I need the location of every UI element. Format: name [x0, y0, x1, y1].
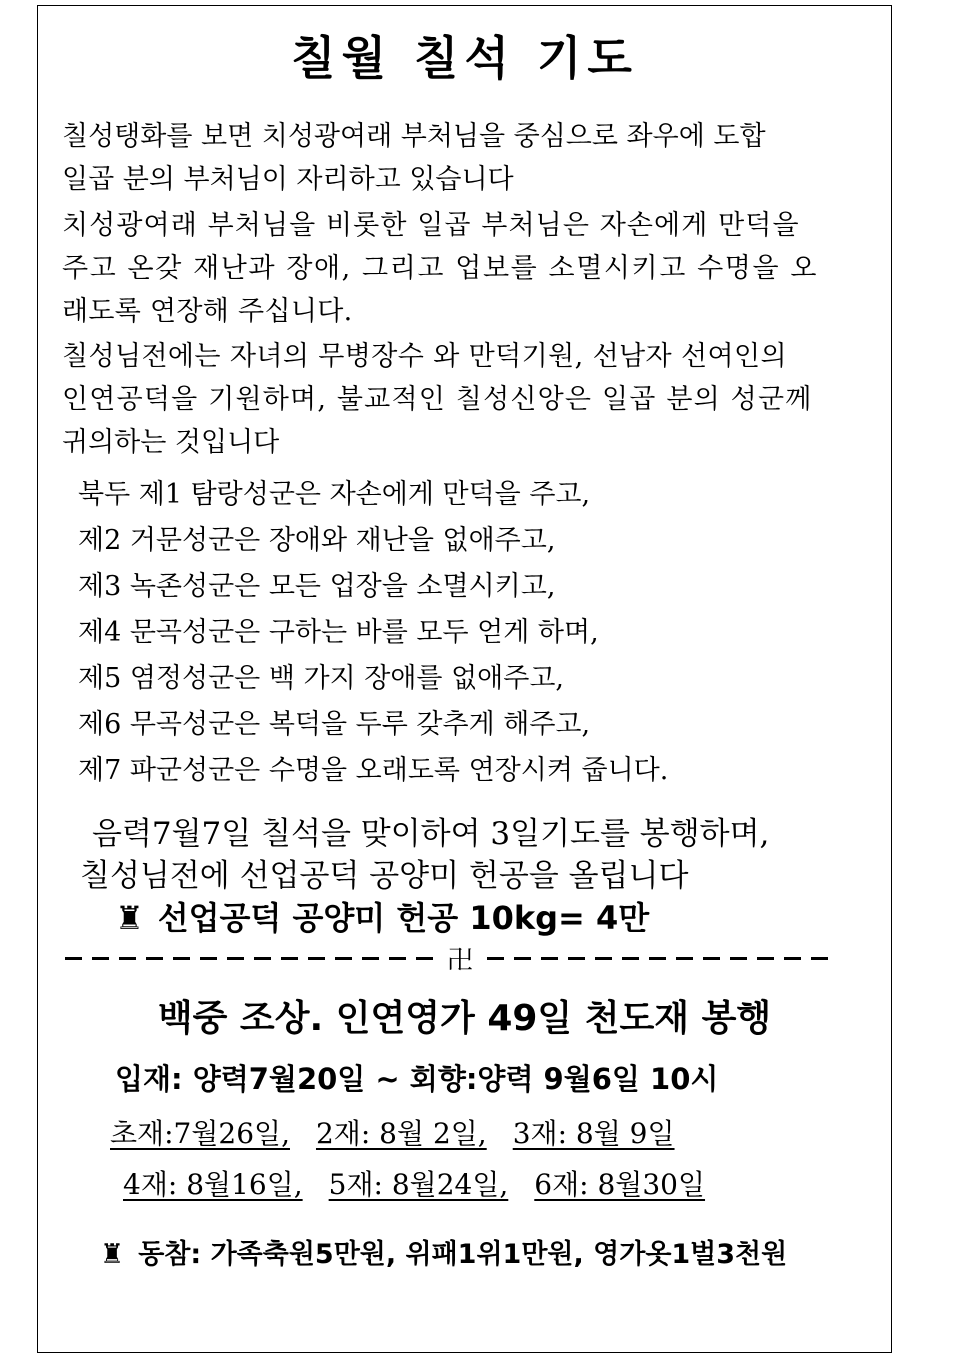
date-item: 3재: 8월 9일 — [512, 1117, 675, 1150]
star-item-7: 제7 파군성군은 수명을 오래도록 연장시켜 줍니다. — [78, 755, 669, 786]
divider-dashes-left — [65, 957, 433, 960]
date-item: 4재: 8월16일, — [123, 1168, 303, 1201]
text-line: 래도록 연장해 주십니다. — [62, 296, 353, 327]
star-item-6: 제6 무곡성군은 복덕을 두루 갖추게 해주고, — [78, 709, 591, 740]
intro-paragraph-1 — [62, 115, 872, 201]
date-item: 2재: 8월 2일, — [315, 1117, 487, 1150]
text-line: 칠성탱화를 보면 치성광여래 부처님을 중심으로 좌우에 도합 — [62, 121, 766, 152]
manja-icon: 卍 — [447, 945, 474, 976]
memorial-heading: 백중 조상. 인연영가 49일 천도재 봉행 — [157, 998, 772, 1039]
donation-text: 동참: 가족축원5만원, 위패1위1만원, 영가옷1벌3천원 — [138, 1239, 788, 1270]
text-line: 치성광여래 부처님을 비롯한 일곱 부처님은 자손에게 만덕을 — [62, 210, 800, 241]
rook-icon: ♜ — [115, 899, 144, 937]
text-line: 주고 온갖 재난과 장애, 그리고 업보를 소멸시키고 수명을 오 — [62, 253, 819, 284]
text-line: 칠성님전에는 자녀의 무병장수 와 만덕기원, 선남자 선여인의 — [62, 341, 787, 372]
text-line: 일곱 분의 부처님이 자리하고 있습니다 — [62, 164, 514, 195]
date-item: 초재:7월26일, — [110, 1117, 290, 1150]
star-item-3: 제3 녹존성군은 모든 업장을 소멸시키고, — [78, 571, 556, 602]
prayer-line-2: 칠성님전에 선업공덕 공양미 헌공을 올립니다 — [80, 858, 689, 894]
text-line: 귀의하는 것입니다 — [62, 427, 280, 458]
offering-line — [115, 893, 649, 939]
donation-line — [100, 1232, 787, 1271]
star-item-4: 제4 문곡성군은 구하는 바를 모두 얻게 하며, — [78, 617, 599, 648]
star-item-5: 제5 염정성군은 백 가지 장애를 없애주고, — [78, 663, 564, 694]
dates-row-2 — [123, 1163, 705, 1203]
divider-dashes-right — [487, 957, 828, 960]
rook-icon: ♜ — [100, 1239, 125, 1270]
page-title: 칠월 칠석 기도 — [291, 31, 638, 85]
divider — [65, 938, 825, 978]
intro-paragraph-2 — [62, 204, 872, 333]
text-line: 인연공덕을 기원하며, 불교적인 칠성신앙은 일곱 분의 성군께 — [62, 384, 813, 415]
star-item-2: 제2 거문성군은 장애와 재난을 없애주고, — [78, 525, 556, 556]
date-item: 5재: 8월24일, — [328, 1168, 509, 1201]
dates-row-1 — [110, 1112, 675, 1152]
prayer-line-1: 음력7월7일 칠석을 맞이하여 3일기도를 봉행하며, — [92, 816, 770, 852]
intro-paragraph-3 — [62, 335, 872, 464]
star-item-1: 북두 제1 탐랑성군은 자손에게 만덕을 주고, — [78, 479, 591, 510]
memorial-period: 입재: 양력7월20일 ~ 회향:양력 9월6일 10시 — [115, 1062, 719, 1096]
date-item: 6재: 8월30일 — [534, 1168, 706, 1201]
offering-text: 선업공덕 공양미 헌공 10kg= 4만 — [157, 899, 650, 937]
